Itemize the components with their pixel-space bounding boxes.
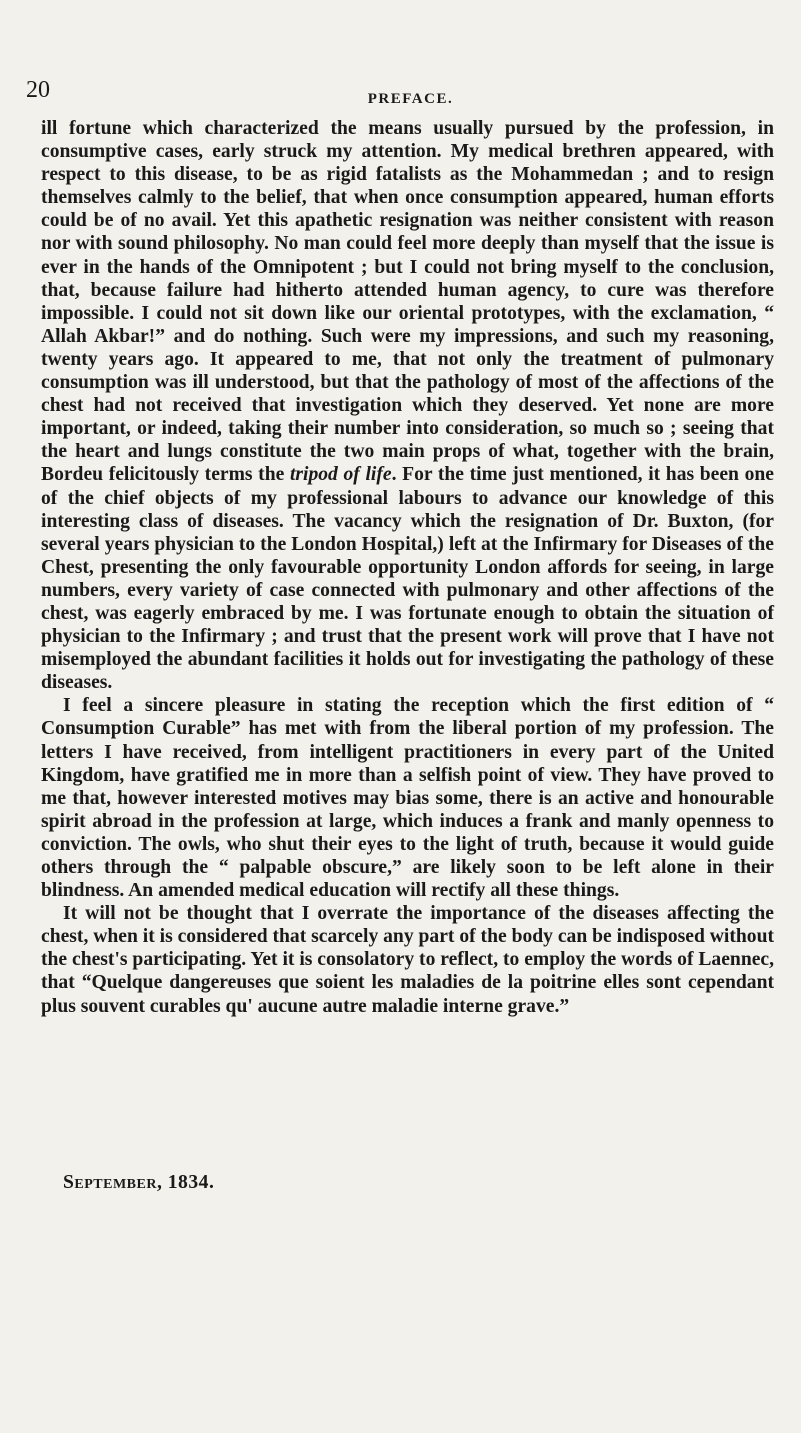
paragraph-1-text-after: . For the time just mentioned, it has been one of the chief objects of my professional labours to advance our knowledge of this interesting class of diseases. The vacancy which the resignation of Dr. Buxton, (for several years physician to the London Hospital,) left at the Infirmary for Diseases of the Chest, presenting the only favourable opportunity London affords for seeing, in large numbers, every variety of case connected with pulmonary and other affections of the chest, was eagerly embraced by me. I was fortunate enough to obtain the situation of physician to the Infirmary ; and trust that the present work will prove that I have not misemployed the abundant facilities it holds out for investigating the pathology of these diseases. <box>41 464 774 694</box>
body-text <box>41 117 774 1018</box>
paragraph-1-text-before: ill fortune which characterized the means usually pursued by the profession, in consumptive cases, early struck my attention. My medical brethren appeared, with respect to this disease, to be as rigid fatalists as the Mohammedan ; and to resign themselves calmly to the belief, that when once consumption appeared, human efforts could be of no avail. Yet this apathetic resignation was neither consistent with reason nor with sound philosophy. No man could feel more deeply than myself that the issue is ever in the hands of the Omnipotent ; but I could not bring myself to the conclusion, that, because failure had hitherto attended human agency, to cure was therefore impossible. I could not sit down like our oriental prototypes, with the exclamation, “ Allah Akbar!” and do nothing. Such were my impressions, and such my reasoning, twenty years ago. It appeared to me, that not only the treatment of pulmonary consumption was ill understood, but that the pathology of most of the affections of the chest had not received that investigation which they deserved. Yet none are more important, or indeed, taking their number into consideration, so much so ; seeing that the heart and lungs constitute the two main props of what, together with the brain, Bordeu felicitously terms the <box>41 118 774 486</box>
paragraph-1 <box>41 117 774 694</box>
paragraph-2: I feel a sincere pleasure in stating the reception which the first edition of “ Consumption Curable” has met with from the liberal portion of my profession. The letters I have received, from intelligent practitioners in every part of the United Kingdom, have gratified me in more than a selfish point of view. They have proved to me that, however interested motives may bias some, there is an active and honourable spirit abroad in the profession at large, which induces a frank and manly openness to conviction. The owls, who shut their eyes to the light of truth, because it would guide others through the “ palpable obscure,” are likely soon to be left alone in their blindness. An amended medical education will rectify all these things. <box>41 695 774 902</box>
paragraph-3: It will not be thought that I overrate the importance of the diseases affecting the chest, when it is considered that scarcely any part of the body can be indisposed without the chest's participating. Yet it is consolatory to reflect, to employ the words of Laennec, that “Quelque dangereuses que soient les maladies de la poitrine elles sont cependant plus souvent curables qu' aucune autre maladie interne grave.” <box>41 903 775 1017</box>
paragraph-1-emphasis: tripod of life <box>289 464 392 486</box>
dateline: September, 1834. <box>63 1172 215 1193</box>
page-number: 20 <box>26 77 50 103</box>
running-head: PREFACE. <box>367 91 454 107</box>
